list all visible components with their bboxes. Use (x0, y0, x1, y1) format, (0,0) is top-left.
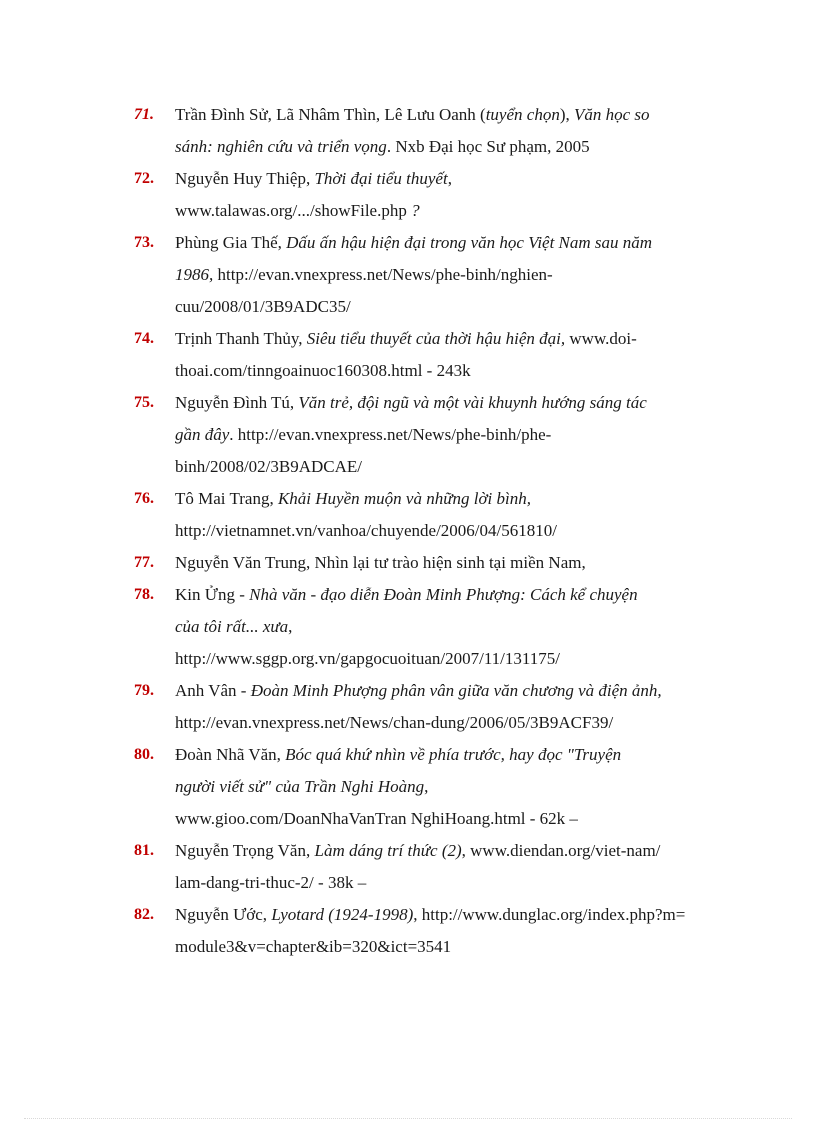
reference-text: Nguyễn Huy Thiệp, (175, 169, 315, 188)
reference-number: 71. (134, 106, 154, 123)
reference-line (175, 291, 734, 323)
reference-italic-text: Lyotard (1924-1998) (271, 905, 414, 924)
reference-text: binh/2008/02/3B9ADCAE/ (175, 457, 363, 476)
reference-text: Nguyễn Văn Trung, Nhìn lại tư trào hiện sinh tại miền Nam, (175, 553, 586, 572)
reference-italic-text: Nhà văn - đạo diễn Đoàn Minh Phượng: Cách kể chuyện (249, 585, 638, 604)
reference-item (134, 899, 734, 963)
reference-number: 78. (134, 586, 154, 603)
reference-italic-text: người viết sử" của Trần Nghi Hoàng (175, 777, 425, 796)
reference-list (134, 99, 734, 963)
reference-line (175, 739, 734, 771)
reference-text: http://evan.vnexpress.net/News/phe-binh/nghien- (213, 265, 553, 284)
reference-text: Nguyễn Trọng Văn, (175, 841, 315, 860)
reference-text: , (447, 169, 452, 188)
reference-text: lam-dang-tri-thuc-2/ - 38k – (175, 873, 367, 892)
reference-text: Phùng Gia Thế, (175, 233, 287, 252)
reference-number: 79. (134, 682, 154, 699)
reference-italic-text: Làm dáng trí thức (2) (314, 841, 462, 860)
reference-line (175, 419, 734, 451)
reference-italic-text: Đoàn Minh Phượng phân vân giữa văn chương và điện ảnh, (250, 681, 662, 700)
reference-text: Nguyễn Ước, (175, 905, 272, 924)
reference-text: , www.diendan.org/viet-nam/ (461, 841, 661, 860)
reference-item (134, 835, 734, 899)
reference-text: Trần Đình Sử, Lã Nhâm Thìn, Lê Lưu Oanh ( (175, 105, 486, 124)
reference-text: Tô Mai Trang, (175, 489, 278, 508)
reference-item (134, 99, 734, 163)
reference-italic-text: của tôi rất... xưa (175, 617, 289, 636)
reference-italic-text: Bóc quá khứ nhìn về phía trước, hay đọc "Truyện (285, 745, 622, 764)
reference-item (134, 547, 734, 579)
reference-item (134, 163, 734, 227)
reference-item (134, 323, 734, 387)
reference-text: ), (559, 105, 574, 124)
reference-text: module3&v=chapter&ib=320&ict=3541 (175, 937, 452, 956)
reference-text: thoai.com/tinngoainuoc160308.html - 243k (175, 361, 471, 380)
reference-italic-text: Văn trẻ, đội ngũ và một vài khuynh hướng sáng tác (298, 393, 647, 412)
reference-number: 72. (134, 170, 154, 187)
reference-italic-text: tuyển chọn (485, 105, 560, 124)
reference-line (175, 835, 734, 867)
reference-line (175, 611, 734, 643)
reference-line (175, 483, 734, 515)
reference-number: 75. (134, 394, 154, 411)
reference-text: Đoàn Nhã Văn, (175, 745, 286, 764)
reference-item (134, 675, 734, 739)
reference-line (175, 99, 734, 131)
reference-number: 76. (134, 490, 154, 507)
reference-number: 82. (134, 906, 154, 923)
reference-line (175, 579, 734, 611)
reference-text: cuu/2008/01/3B9ADC35/ (175, 297, 351, 316)
reference-italic-text: sánh: nghiên cứu và triển vọng (175, 137, 387, 156)
reference-line (175, 707, 734, 739)
reference-text: www.talawas.org/.../showFile.php (175, 201, 412, 220)
reference-text: www.gioo.com/DoanNhaVanTran NghiHoang.html - 62k – (175, 809, 578, 828)
reference-item (134, 227, 734, 323)
reference-line (175, 227, 734, 259)
reference-line (175, 451, 734, 483)
reference-item (134, 579, 734, 675)
reference-text: Nguyễn Đình Tú, (175, 393, 299, 412)
reference-number: 80. (134, 746, 154, 763)
reference-text: , (424, 777, 429, 796)
reference-item (134, 739, 734, 835)
reference-text: , (288, 617, 293, 636)
reference-text: Trịnh Thanh Thủy, (175, 329, 307, 348)
reference-line (175, 547, 734, 579)
reference-italic-text: ? (411, 201, 420, 220)
reference-italic-text: Siêu tiểu thuyết của thời hậu hiện đại, (306, 329, 566, 348)
reference-text: Kin Ửng - (175, 585, 250, 604)
reference-item (134, 387, 734, 483)
reference-line (175, 131, 734, 163)
page-bottom-rule (24, 1118, 792, 1119)
reference-text: , http://www.dunglac.org/index.php?m= (413, 905, 686, 924)
reference-line (175, 899, 734, 931)
reference-text: http://evan.vnexpress.net/News/chan-dung/2006/05/3B9ACF39/ (175, 713, 614, 732)
reference-line (175, 867, 734, 899)
reference-line (175, 515, 734, 547)
reference-line (175, 259, 734, 291)
reference-line (175, 387, 734, 419)
reference-number: 74. (134, 330, 154, 347)
reference-item (134, 483, 734, 547)
reference-text: Anh Vân - (175, 681, 251, 700)
reference-italic-text: gần đây (175, 425, 230, 444)
reference-line (175, 771, 734, 803)
reference-line (175, 643, 734, 675)
reference-number: 77. (134, 554, 154, 571)
reference-text: . Nxb Đại học Sư phạm, 2005 (386, 137, 590, 156)
reference-italic-text: 1986, (175, 265, 214, 284)
reference-line (175, 163, 734, 195)
reference-line (175, 931, 734, 963)
reference-italic-text: Dấu ấn hậu hiện đại trong văn học Việt Nam sau năm (286, 233, 653, 252)
reference-italic-text: Văn học so (573, 105, 650, 124)
reference-text: . http://evan.vnexpress.net/News/phe-binh/phe- (229, 425, 552, 444)
reference-number: 81. (134, 842, 154, 859)
reference-line (175, 803, 734, 835)
reference-italic-text: Khải Huyền muộn và những lời bình, (277, 489, 531, 508)
reference-line (175, 195, 734, 227)
reference-text: www.doi- (565, 329, 637, 348)
reference-number: 73. (134, 234, 154, 251)
reference-italic-text: Thời đại tiểu thuyết (314, 169, 448, 188)
reference-line (175, 323, 734, 355)
reference-line (175, 355, 734, 387)
reference-text: http://www.sggp.org.vn/gapgocuoituan/2007/11/131175/ (175, 649, 560, 668)
reference-line (175, 675, 734, 707)
reference-text: http://vietnamnet.vn/vanhoa/chuyende/2006/04/561810/ (175, 521, 557, 540)
